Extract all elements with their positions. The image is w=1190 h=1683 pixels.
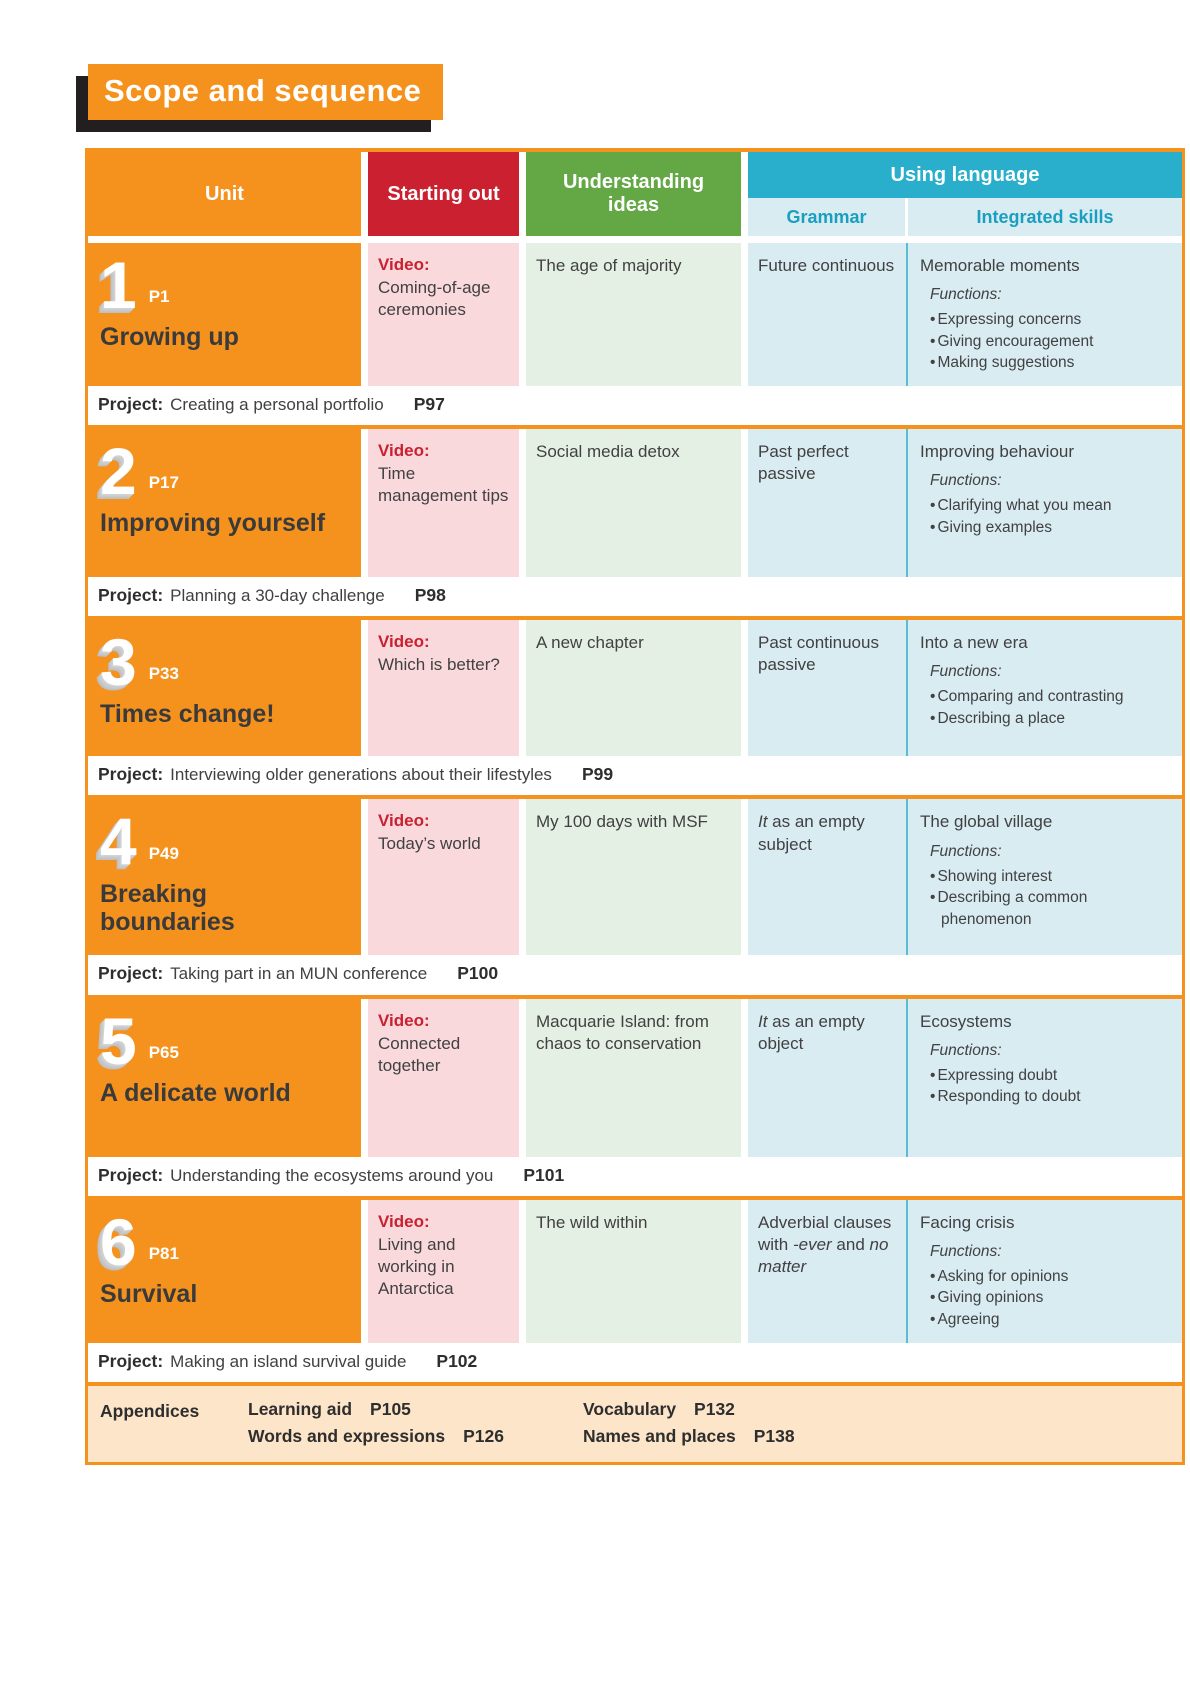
skills-title: Memorable moments <box>920 256 1080 275</box>
project-page-ref: P101 <box>523 1164 565 1185</box>
unit-row <box>88 425 1182 577</box>
unit-cell <box>88 429 368 577</box>
function-item: • Asking for opinions <box>930 1267 1069 1285</box>
functions-list <box>920 1065 1172 1108</box>
function-item: • Comparing and contrasting <box>930 688 1124 706</box>
unit-title: A delicate world <box>100 1078 291 1107</box>
grammar-text: Past perfect passive <box>758 442 849 484</box>
function-item: • Expressing concerns <box>930 311 1082 329</box>
understanding-ideas-cell <box>526 799 748 955</box>
unit-block <box>88 616 1182 795</box>
understanding-title: My 100 days with MSF <box>536 812 708 832</box>
unit-number: 4 <box>100 804 137 879</box>
header-unit: Unit <box>88 152 368 236</box>
video-title: Coming-of-age ceremonies <box>378 278 491 320</box>
integrated-skills-cell <box>908 243 1182 386</box>
unit-cell <box>88 999 368 1157</box>
unit-page-ref: P33 <box>148 664 179 684</box>
unit-page-ref: P49 <box>148 843 179 863</box>
skills-title: Facing crisis <box>920 1212 1015 1232</box>
integrated-skills-cell <box>908 1200 1182 1343</box>
unit-number: 2 <box>100 434 137 509</box>
unit-row <box>88 236 1182 386</box>
unit-page-ref: P17 <box>148 473 179 493</box>
grammar-cell <box>748 243 908 386</box>
project-label: Project: <box>98 394 164 415</box>
video-title: Connected together <box>378 1033 461 1075</box>
starting-out-cell <box>368 1200 526 1343</box>
grammar-cell <box>748 429 908 577</box>
project-label: Project: <box>98 585 164 606</box>
understanding-ideas-cell <box>526 429 748 577</box>
project-text: Planning a 30-day challenge <box>170 586 385 606</box>
unit-cell <box>88 243 368 386</box>
skills-title: Into a new era <box>920 633 1028 653</box>
grammar-cell <box>748 1200 908 1343</box>
functions-label: Functions: <box>930 472 1002 490</box>
understanding-title: The wild within <box>536 1212 648 1232</box>
unit-number-line <box>100 804 347 879</box>
functions-label: Functions: <box>930 842 1002 860</box>
unit-block <box>88 995 1182 1196</box>
integrated-skills-cell <box>908 620 1182 756</box>
video-title: Living and working in Antarctica <box>378 1234 456 1298</box>
video-label: Video: <box>378 632 430 652</box>
skills-title: Ecosystems <box>920 1011 1012 1031</box>
unit-row <box>88 616 1182 756</box>
understanding-title: The age of majority <box>536 256 682 275</box>
grammar-text: Adverbial clauses with -ever and no matter <box>758 1212 892 1276</box>
project-row <box>88 1157 1182 1196</box>
unit-number: 1 <box>100 248 137 322</box>
starting-out-cell <box>368 429 526 577</box>
video-title: Today’s world <box>378 834 481 854</box>
appendix-item: Learning aid P105 <box>248 1398 411 1419</box>
project-page-ref: P98 <box>414 585 446 606</box>
unit-page-ref: P81 <box>148 1243 179 1263</box>
function-item: • Describing a common phenomenon <box>930 889 1088 928</box>
project-row <box>88 577 1182 616</box>
unit-number: 3 <box>100 625 137 700</box>
header-using-language-group <box>748 152 1182 236</box>
unit-row <box>88 1196 1182 1343</box>
integrated-skills-cell <box>908 429 1182 577</box>
unit-number: 5 <box>100 1003 137 1078</box>
project-text: Taking part in an MUN conference <box>170 964 428 984</box>
unit-cell <box>88 620 368 756</box>
skills-title: The global village <box>920 812 1053 832</box>
video-title: Which is better? <box>378 655 500 675</box>
starting-out-cell <box>368 243 526 386</box>
project-page-ref: P97 <box>413 394 445 415</box>
function-item: • Expressing doubt <box>930 1066 1058 1084</box>
project-page-ref: P100 <box>457 963 499 984</box>
grammar-text: Future continuous <box>758 256 895 275</box>
grammar-cell <box>748 620 908 756</box>
page-title-wrap <box>88 64 443 120</box>
unit-title: Survival <box>100 1279 198 1308</box>
function-item: • Making suggestions <box>930 354 1075 372</box>
starting-out-cell <box>368 999 526 1157</box>
appendices-column-1 <box>248 1399 583 1447</box>
header-using-language-subrow <box>748 198 1182 236</box>
grammar-text: Past continuous passive <box>758 633 879 675</box>
understanding-ideas-cell <box>526 243 748 386</box>
units-container <box>88 236 1182 1382</box>
unit-cell <box>88 1200 368 1343</box>
understanding-ideas-cell <box>526 999 748 1157</box>
video-label: Video: <box>378 1211 430 1231</box>
appendices-label: Appendices <box>100 1400 200 1421</box>
unit-title: Growing up <box>100 323 239 352</box>
unit-number-line <box>100 434 347 509</box>
unit-title: Times change! <box>100 700 275 729</box>
unit-number-line <box>100 625 347 700</box>
skills-title: Improving behaviour <box>920 442 1075 462</box>
functions-list <box>920 309 1172 374</box>
appendices-row <box>88 1382 1182 1462</box>
project-row <box>88 955 1182 994</box>
project-label: Project: <box>98 764 164 785</box>
unit-title: Improving yourself <box>100 509 326 538</box>
project-row <box>88 1343 1182 1382</box>
unit-block <box>88 795 1182 994</box>
video-label: Video: <box>378 811 430 831</box>
functions-label: Functions: <box>930 663 1002 681</box>
grammar-text: It as an empty subject <box>758 812 865 854</box>
function-item: • Giving encouragement <box>930 332 1094 350</box>
project-page-ref: P99 <box>581 764 614 785</box>
project-text: Making an island survival guide <box>170 1351 407 1371</box>
project-text: Creating a personal portfolio <box>170 395 384 415</box>
starting-out-cell <box>368 620 526 756</box>
appendix-item: Words and expressions P126 <box>248 1425 504 1446</box>
project-text: Interviewing older generations about their lifestyles <box>170 765 552 785</box>
function-item: • Giving opinions <box>930 1289 1044 1307</box>
table-header-row <box>88 152 1182 236</box>
starting-out-cell <box>368 799 526 955</box>
function-item: • Clarifying what you mean <box>930 497 1112 515</box>
functions-label: Functions: <box>930 286 1002 304</box>
scope-sequence-table <box>85 148 1185 1465</box>
unit-block <box>88 1196 1182 1382</box>
video-label: Video: <box>378 441 430 461</box>
header-grammar: Grammar <box>748 198 908 236</box>
project-page-ref: P102 <box>436 1350 478 1371</box>
project-row <box>88 756 1182 795</box>
header-integrated-skills: Integrated skills <box>976 206 1114 227</box>
project-row <box>88 386 1182 425</box>
unit-row <box>88 795 1182 955</box>
appendix-item: Names and places P138 <box>583 1425 795 1446</box>
appendices-column-2 <box>583 1399 795 1447</box>
unit-page-ref: P1 <box>148 287 170 307</box>
video-label: Video: <box>378 1010 430 1030</box>
understanding-title: Social media detox <box>536 442 680 462</box>
function-item: • Describing a place <box>930 710 1065 728</box>
project-label: Project: <box>98 1164 164 1185</box>
header-understanding-ideas: Understanding ideas <box>526 152 748 236</box>
integrated-skills-cell <box>908 999 1182 1157</box>
grammar-cell <box>748 999 908 1157</box>
understanding-title: A new chapter <box>536 633 644 653</box>
unit-number-line <box>100 1204 347 1279</box>
grammar-cell <box>748 799 908 955</box>
integrated-skills-cell <box>908 799 1182 955</box>
unit-block <box>88 425 1182 616</box>
functions-label: Functions: <box>930 1041 1002 1059</box>
project-text: Understanding the ecosystems around you <box>170 1165 494 1185</box>
function-item: • Agreeing <box>930 1311 1000 1329</box>
unit-number: 6 <box>100 1204 137 1279</box>
video-label: Video: <box>378 255 430 274</box>
grammar-text: It as an empty object <box>758 1011 865 1053</box>
function-item: • Responding to doubt <box>930 1088 1081 1106</box>
project-label: Project: <box>98 1350 164 1371</box>
function-item: • Showing interest <box>930 867 1053 885</box>
functions-list <box>920 686 1172 729</box>
header-using-language: Using language <box>748 152 1182 198</box>
functions-list <box>920 866 1172 931</box>
unit-number-line <box>100 248 347 322</box>
functions-list <box>920 495 1172 538</box>
unit-title: Breaking boundaries <box>100 879 235 937</box>
understanding-ideas-cell <box>526 620 748 756</box>
unit-block <box>88 236 1182 425</box>
function-item: • Giving examples <box>930 519 1053 537</box>
appendix-item: Vocabulary P132 <box>583 1398 735 1419</box>
functions-label: Functions: <box>930 1242 1002 1260</box>
project-label: Project: <box>98 963 164 984</box>
video-title: Time management tips <box>378 464 509 506</box>
unit-page-ref: P65 <box>148 1042 179 1062</box>
unit-row <box>88 995 1182 1157</box>
unit-cell <box>88 799 368 955</box>
understanding-ideas-cell <box>526 1200 748 1343</box>
functions-list <box>920 1266 1172 1331</box>
page-title: Scope and sequence <box>88 64 443 120</box>
unit-number-line <box>100 1003 347 1078</box>
understanding-title: Macquarie Island: from chaos to conservation <box>536 1011 709 1053</box>
header-starting-out: Starting out <box>368 152 526 236</box>
